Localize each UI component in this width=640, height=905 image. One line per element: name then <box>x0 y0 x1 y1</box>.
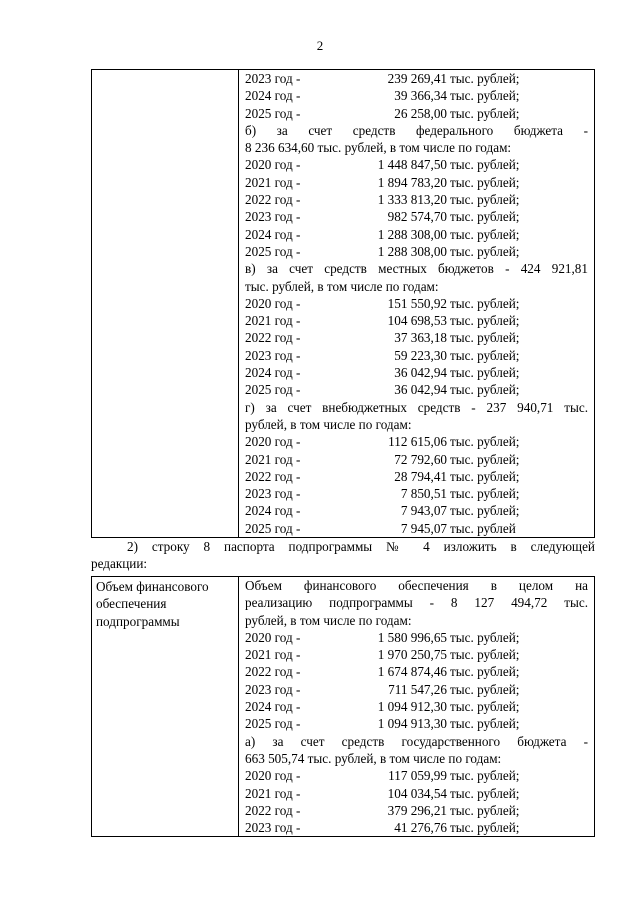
year-line: 2021 год - 72 792,60 тыс. рублей; <box>245 451 520 467</box>
lines-c <box>245 295 588 399</box>
total-heading-line: реализацию подпрограммы - 8 127 494,72 тыс. <box>245 595 588 611</box>
year-line: 2025 год - 1 288 308,00 тыс. рублей; <box>245 243 520 259</box>
financing-table-continued <box>91 69 595 538</box>
label-line: подпрограммы <box>96 613 180 629</box>
federal-heading-line: 8 236 634,60 тыс. рублей, в том числе по годам: <box>245 140 512 156</box>
extra-budget-heading-line: рублей, в том числе по годам: <box>245 416 412 432</box>
state-budget-heading-line: а) за счет средств государственного бюджета - <box>245 733 588 749</box>
year-line: 2020 год - 112 615,06 тыс. рублей; <box>245 434 520 450</box>
year-line: 2024 год - 1 094 912,30 тыс. рублей; <box>245 699 520 715</box>
federal-heading-line: б) за счет средств федерального бюджета - <box>245 122 588 138</box>
empty-label-cell <box>92 70 239 538</box>
label-cell <box>92 577 239 837</box>
lines-total <box>245 629 588 733</box>
year-line: 2020 год - 1 580 996,65 тыс. рублей; <box>245 629 520 645</box>
label-line: Объем финансового <box>96 579 209 594</box>
year-line: 2023 год - 41 276,76 тыс. рублей; <box>245 820 520 836</box>
lines-state <box>245 767 588 836</box>
year-line: 2024 год - 7 943,07 тыс. рублей; <box>245 503 520 519</box>
financing-details-cell <box>239 577 595 837</box>
year-line: 2022 год - 1 333 813,20 тыс. рублей; <box>245 192 520 208</box>
year-line: 2020 год - 1 448 847,50 тыс. рублей; <box>245 157 520 173</box>
year-line: 2025 год - 1 094 913,30 тыс. рублей; <box>245 716 520 732</box>
amendment-paragraph <box>91 538 595 573</box>
label-line: обеспечения <box>96 596 167 612</box>
year-line: 2020 год - 117 059,99 тыс. рублей; <box>245 768 520 784</box>
financing-details-cell <box>239 70 595 538</box>
year-line: 2021 год - 1 894 783,20 тыс. рублей; <box>245 174 520 190</box>
lines-b <box>245 156 588 260</box>
year-line: 2021 год - 104 698,53 тыс. рублей; <box>245 313 520 329</box>
year-line: 2022 год - 37 363,18 тыс. рублей; <box>245 330 520 346</box>
year-line: 2024 год - 39 366,34 тыс. рублей; <box>245 88 520 104</box>
lines-d <box>245 433 588 537</box>
year-line: 2023 год - 239 269,41 тыс. рублей; <box>245 71 520 86</box>
year-line: 2021 год - 1 970 250,75 тыс. рублей; <box>245 647 520 663</box>
year-line: 2023 год - 982 574,70 тыс. рублей; <box>245 209 520 225</box>
year-line: 2023 год - 59 223,30 тыс. рублей; <box>245 347 520 363</box>
subprogram-financing-table <box>91 576 595 837</box>
year-line: 2022 год - 379 296,21 тыс. рублей; <box>245 802 520 818</box>
state-budget-heading-line: 663 505,74 тыс. рублей, в том числе по годам: <box>245 750 502 766</box>
year-line: 2021 год - 104 034,54 тыс. рублей; <box>245 785 520 801</box>
year-line: 2023 год - 7 850,51 тыс. рублей; <box>245 486 520 502</box>
year-line: 2020 год - 151 550,92 тыс. рублей; <box>245 295 520 311</box>
lines-a <box>245 70 588 122</box>
year-line: 2025 год - 7 945,07 тыс. рублей <box>245 520 516 536</box>
local-heading-line: тыс. рублей, в том числе по годам: <box>245 278 439 294</box>
total-heading-line: рублей, в том числе по годам: <box>245 612 412 628</box>
paragraph-line: редакции: <box>91 556 148 572</box>
total-heading-line: Объем финансового обеспечения в целом на <box>245 578 588 593</box>
year-line: 2022 год - 1 674 874,46 тыс. рублей; <box>245 664 520 680</box>
year-line: 2024 год - 1 288 308,00 тыс. рублей; <box>245 226 520 242</box>
year-line: 2025 год - 26 258,00 тыс. рублей; <box>245 105 520 121</box>
year-line: 2025 год - 36 042,94 тыс. рублей; <box>245 382 520 398</box>
extra-budget-heading-line: г) за счет внебюджетных средств - 237 940,71 тыс. <box>245 399 588 415</box>
paragraph-line: 2) строку 8 паспорта подпрограммы № 4 изложить в следующей <box>127 539 595 554</box>
year-line: 2022 год - 28 794,41 тыс. рублей; <box>245 468 520 484</box>
year-line: 2024 год - 36 042,94 тыс. рублей; <box>245 365 520 381</box>
local-heading-line: в) за счет средств местных бюджетов - 424 921,81 <box>245 261 588 277</box>
page-number: 2 <box>316 38 324 53</box>
year-line: 2023 год - 711 547,26 тыс. рублей; <box>245 681 520 697</box>
